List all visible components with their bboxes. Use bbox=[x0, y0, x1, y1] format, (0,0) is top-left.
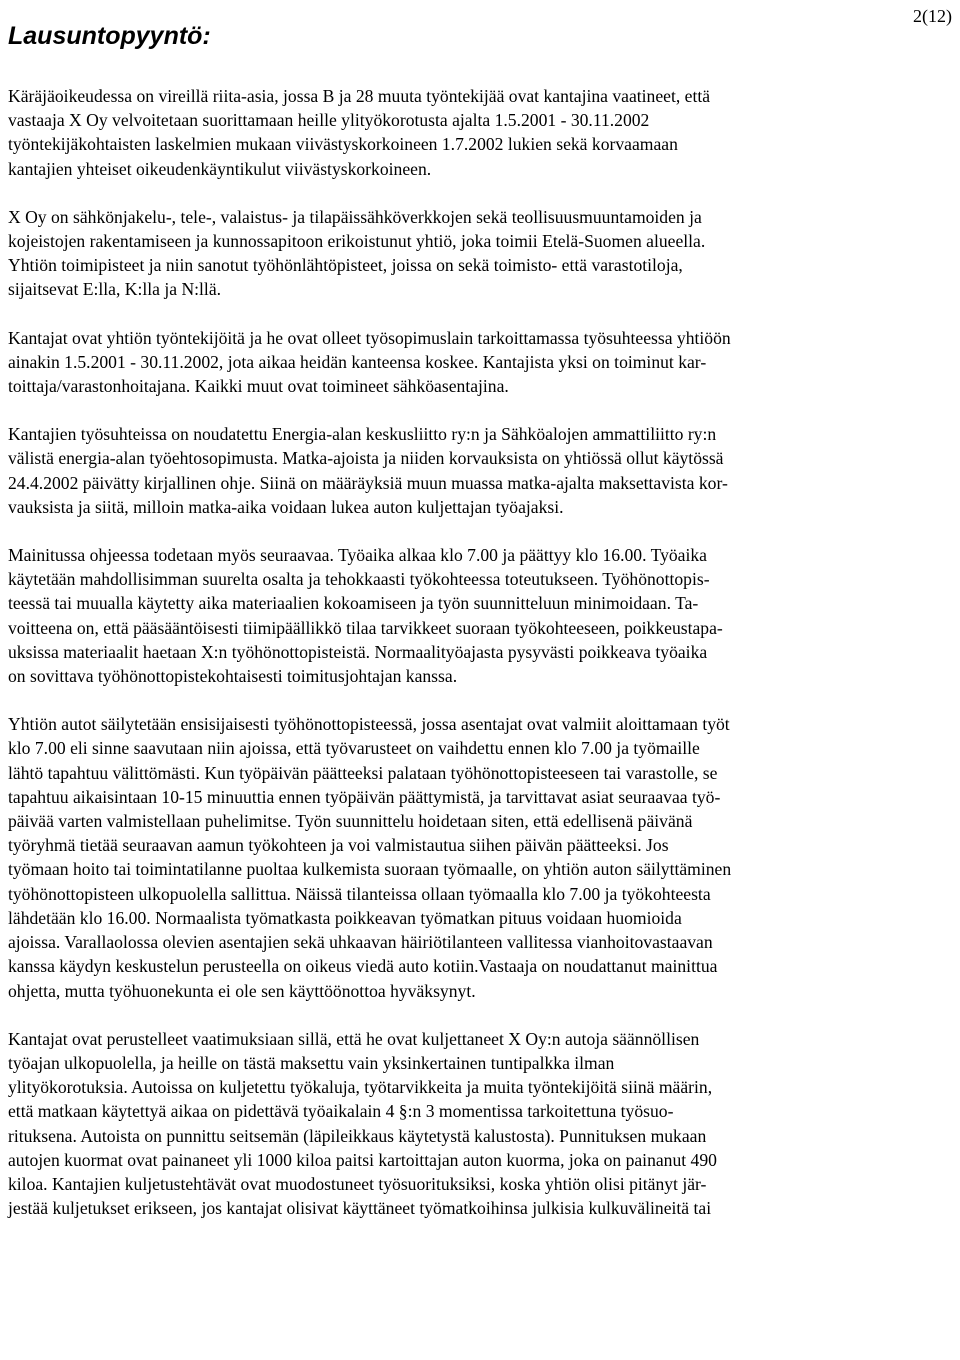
text-line: klo 7.00 eli sinne saavutaan niin ajoissa, että työvarusteet on vaihdettu ennen klo 7.00 ja työmaille bbox=[8, 738, 700, 759]
text-line: välistä energia-alan työehtosopimusta. Matka-ajoista ja niiden korvauksista on yhtiössä ollut käytössä bbox=[8, 448, 724, 469]
text-line: työntekijäkohtaisten laskelmien mukaan viivästyskorkoineen 1.7.2002 lukien sekä korvaamaan bbox=[8, 134, 678, 155]
page-header bbox=[8, 6, 952, 58]
text-line: autojen kuormat ovat painaneet yli 1000 kiloa paitsi kartoittajan auton kuorma, joka on painanut 490 bbox=[8, 1149, 717, 1170]
text-line: kantajien yhteiset oikeudenkäyntikulut viivästyskorkoineen. bbox=[8, 158, 432, 179]
text-line: lähtö tapahtuu välittömästi. Kun työpäivän päätteeksi palataan työhönottopisteeseen tai varastolle, se bbox=[8, 762, 718, 783]
text-line: 24.4.2002 päivätty kirjallinen ohje. Siinä on määräyksiä muun muassa matka-ajalta maksettavista kor- bbox=[8, 472, 728, 493]
text-line: toittaja/varastonhoitajana. Kaikki muut ovat toimineet sähköasentajina. bbox=[8, 376, 509, 397]
text-line: teessä tai muualla käytetty aika materiaalien kokoamiseen ja työn suunnitteluun minimoidaan. Ta- bbox=[8, 593, 699, 614]
text-line: lähdetään klo 16.00. Normaalista työmatkasta poikkeavan työmatkan pituus voidaan huomioida bbox=[8, 907, 682, 928]
text-line: vastaaja X Oy velvoitetaan suorittamaan heille ylityökorotusta ajalta 1.5.2001 - 30.11.2002 bbox=[8, 110, 650, 131]
text-line: ohjetta, mutta työhuonekunta ei ole sen käyttöönottoa hyväksynyt. bbox=[8, 980, 476, 1001]
text-line: Yhtiön autot säilytetään ensisijaisesti työhönottopisteessä, jossa asentajat ovat valmiit aloittamaan työt bbox=[8, 714, 730, 735]
paragraph bbox=[8, 205, 952, 302]
text-line: X Oy on sähkönjakelu-, tele-, valaistus- ja tilapäissähköverkkojen sekä teollisuusmuuntamoiden ja bbox=[8, 206, 702, 227]
text-line: työajan ulkopuolella, ja heille on tästä maksettu vain yksinkertainen tuntipalkka ilman bbox=[8, 1052, 615, 1073]
text-line: Kantajat ovat perustelleet vaatimuksiaan sillä, että he ovat kuljettaneet X Oy:n autoja säännöllisen bbox=[8, 1028, 700, 1049]
text-line: työryhmä tietää seuraavan aamun työkohteen ja voi valmistautua siihen päivän päätteeksi. Jos bbox=[8, 835, 669, 856]
text-line: ainakin 1.5.2001 - 30.11.2002, jota aikaa heidän kanteensa koskee. Kantajista yksi on toiminut kar- bbox=[8, 351, 707, 372]
text-line: rituksena. Autoista on punnittu seitsemän (läpileikkaus käytetystä kalustosta). Punnituksen mukaan bbox=[8, 1125, 707, 1146]
text-line: jestää kuljetukset erikseen, jos kantajat olisivat käyttäneet työmatkoihinsa julkisia kulkuvälineitä tai bbox=[8, 1198, 712, 1219]
text-line: päivää varten valmistellaan puhelimitse. Työn suunnittelu hoidetaan siten, että edellisenä päivänä bbox=[8, 811, 693, 832]
text-line: Käräjäoikeudessa on vireillä riita-asia, jossa B ja 28 muuta työntekijää ovat kantajina vaatineet, että bbox=[8, 86, 711, 106]
paragraph bbox=[8, 84, 952, 181]
text-line: sijaitsevat E:lla, K:lla ja N:llä. bbox=[8, 279, 222, 300]
text-line: Yhtiön toimipisteet ja niin sanotut työhönlähtöpisteet, joissa on sekä toimisto- että varastotiloja, bbox=[8, 255, 683, 276]
text-line: voitteena on, että pääsääntöisesti tiimipäällikkö tilaa tarvikkeet suoraan työkohteeseen, poikkeustapa- bbox=[8, 617, 723, 638]
paragraph bbox=[8, 543, 952, 688]
paragraph bbox=[8, 422, 952, 519]
text-line: uksissa materiaalit haetaan X:n työhönottopisteistä. Normaalityöajasta pysyvästi poikkeava työaika bbox=[8, 641, 708, 662]
document-title: Lausuntopyyntö: bbox=[8, 22, 211, 50]
text-line: Mainitussa ohjeessa todetaan myös seuraavaa. Työaika alkaa klo 7.00 ja päättyy klo 16.00. Työaika bbox=[8, 545, 707, 566]
text-line: työmaan hoito tai toimintatilanne puoltaa kulkemista suoraan työmaalle, on yhtiön auton säilyttäminen bbox=[8, 859, 732, 880]
paragraph bbox=[8, 712, 952, 1002]
text-line: että matkaan käytettyä aikaa on pidettävä työaikalain 4 §:n 3 momentissa tarkoitettuna työsuo- bbox=[8, 1101, 674, 1122]
paragraph bbox=[8, 326, 952, 399]
text-line: tapahtuu aikaisintaan 10-15 minuuttia ennen työpäivän päättymistä, ja tarvittavat asiat seuraavaa työ- bbox=[8, 786, 721, 807]
text-line: käytetään mahdollisimman suurelta osalta ja tehokkaasti työkohteessa toteutukseen. Työhönottopis- bbox=[8, 569, 710, 590]
text-line: vauksista ja siitä, milloin matka-aika voidaan lukea auton kuljettajan työajaksi. bbox=[8, 496, 564, 517]
paragraph bbox=[8, 1027, 952, 1221]
text-line: ajoissa. Varallaolossa olevien asentajien sekä uhkaavan häiriötilanteen vallitessa vianhoitovastaavan bbox=[8, 932, 713, 953]
text-line: on sovittava työhönottopistekohtaisesti toimitusjohtajan kanssa. bbox=[8, 666, 458, 687]
page-number: 2(12) bbox=[913, 6, 952, 26]
text-line: työhönottopisteen ulkopuolella sallittua. Näissä tilanteissa ollaan työmaalla klo 7.00 ja työkohteesta bbox=[8, 883, 711, 904]
text-line: ylityökorotuksia. Autoissa on kuljetettu työkaluja, työtarvikkeita ja muita työntekijöitä siinä määrin, bbox=[8, 1077, 713, 1098]
text-line: kojeistojen rakentamiseen ja kunnossapitoon erikoistunut yhtiö, joka toimii Etelä-Suomen alueella. bbox=[8, 231, 706, 252]
text-line: Kantajien työsuhteissa on noudatettu Energia-alan keskusliitto ry:n ja Sähköalojen ammattiliitto ry:n bbox=[8, 424, 717, 445]
text-line: kiloa. Kantajien kuljetustehtävät ovat muodostuneet työsuorituksiksi, koska yhtiön olisi pitänyt jär- bbox=[8, 1173, 707, 1194]
text-line: kanssa käydyn keskustelun perusteella on oikeus viedä auto kotiin.Vastaaja on noudattanut mainittua bbox=[8, 956, 718, 977]
document-body bbox=[8, 84, 952, 1244]
text-line: Kantajat ovat yhtiön työntekijöitä ja he ovat olleet työsopimuslain tarkoittamassa työsuhteessa yhtiöön bbox=[8, 327, 731, 348]
